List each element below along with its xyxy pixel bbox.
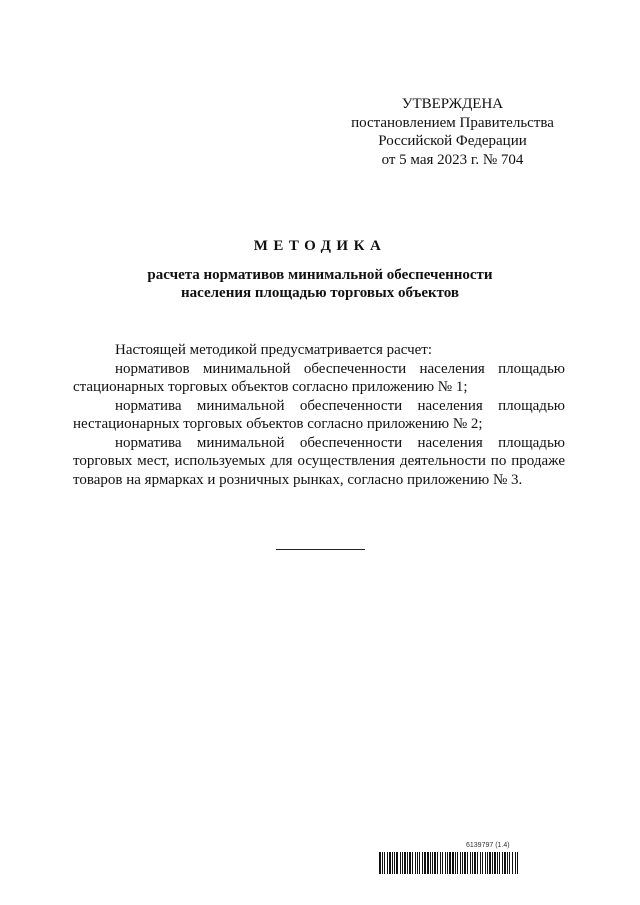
document-subtitle: [0, 266, 640, 302]
approval-line-government: Российской Федерации: [378, 133, 527, 149]
body-paragraph-item-2: норматива минимальной обеспеченности населения площадью нестационарных торговых объектов согласно приложению № 2;: [73, 397, 565, 432]
subtitle-line-2: населения площадью торговых объектов: [180, 285, 460, 301]
body-paragraph-item-1: нормативов минимальной обеспеченности населения площадью стационарных торговых объектов согласно приложению № 1;: [73, 360, 565, 395]
approval-stamp: [330, 95, 575, 169]
barcode-icon: [379, 852, 591, 874]
body-paragraph-intro: Настоящей методикой предусматривается расчет:: [115, 342, 433, 358]
document-code: 6139797 (1.4): [466, 842, 510, 849]
document-body: [73, 341, 565, 489]
subtitle-line-1: расчета нормативов минимальной обеспеченности: [147, 267, 493, 283]
body-paragraph-item-3: норматива минимальной обеспеченности населения площадью торговых мест, используемых для осуществления деятельности по продаже товаров на ярмарках и розничных рынках, согласно приложению № 3.: [73, 434, 565, 488]
approval-heading: УТВЕРЖДЕНА: [401, 96, 504, 112]
approval-line-resolution: постановлением Правительства: [351, 114, 554, 131]
separator-line: [276, 549, 365, 550]
document-title: МЕТОДИКА: [253, 238, 387, 254]
barcode-gap: [518, 852, 519, 874]
approval-line-date-number: от 5 мая 2023 г. № 704: [381, 151, 524, 168]
